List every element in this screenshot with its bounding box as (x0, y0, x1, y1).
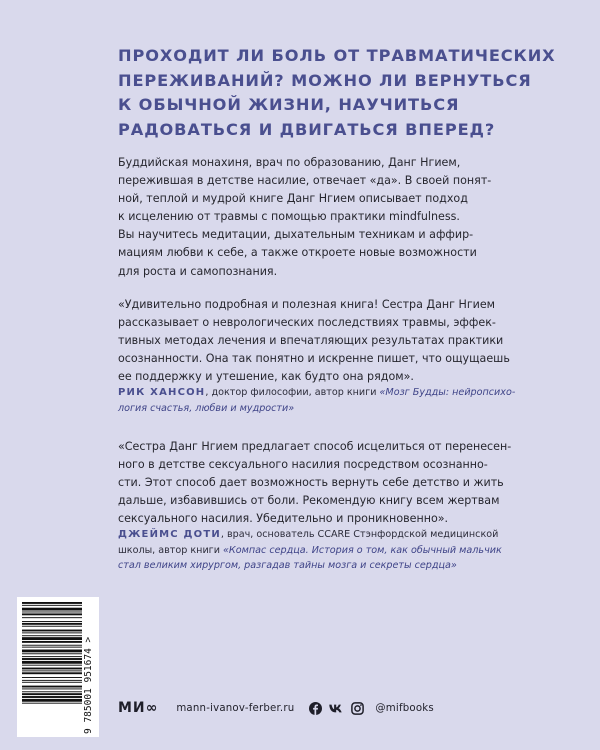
publisher-site-link[interactable]: mann-ivanov-ferber.ru (176, 702, 295, 714)
description-line: для роста и самопознания. (118, 264, 278, 278)
barcode-bar (22, 650, 82, 653)
heading-line: РАДОВАТЬСЯ И ДВИГАТЬСЯ ВПЕРЕД? (118, 119, 496, 139)
quote-line: сти. Этот способ дает возможность вернуть себе детство и жить (118, 476, 504, 490)
barcode-bar (22, 621, 82, 622)
quote-line: ного в детстве сексуального насилия посредством осознанно- (118, 458, 488, 472)
heading-line: ПЕРЕЖИВАНИЙ? МОЖНО ЛИ ВЕРНУТЬСЯ (118, 70, 532, 90)
quote-line: тивных методах лечения и впечатляющих результатах практики (118, 334, 504, 348)
barcode-bar (22, 668, 82, 670)
description-line: мациям любви к себе, а также откроете новые возможности (118, 246, 477, 260)
facebook-icon[interactable] (308, 701, 322, 715)
review-quote-hanson (118, 296, 578, 386)
barcode-bar (22, 613, 82, 615)
barcode-bar (22, 682, 82, 683)
quote-line: рассказывает о неврологических последствиях травмы, эффек- (118, 316, 496, 330)
review-attribution-hanson (118, 385, 578, 416)
barcode-bar (22, 688, 82, 689)
book-title: логия счастья, любви и мудрости» (118, 402, 295, 414)
barcode-bar (22, 653, 82, 654)
attribution-line (118, 385, 578, 401)
description (118, 154, 578, 281)
barcode-graphic (18, 598, 98, 736)
barcode-bar (22, 612, 82, 613)
barcode-bar (22, 672, 82, 674)
heading-question (118, 44, 558, 142)
barcode-bar (22, 635, 82, 636)
barcode-bar (22, 645, 82, 646)
publisher-logo: МИ∞ (118, 700, 159, 716)
barcode-bar (22, 630, 82, 632)
instagram-icon[interactable] (350, 701, 364, 715)
quote-line: дальше, избавившись от боли. Рекомендую книгу всем жертвам (118, 494, 500, 508)
quote-line: сексуального насилия. Убедительно и проникновенно». (118, 512, 449, 526)
description-line: Буддийская монахиня, врач по образованию, Данг Нгием, (118, 156, 461, 169)
quote-line: «Сестра Данг Нгием предлагает способ исцелиться от перенесен- (118, 440, 512, 453)
barcode-bar (22, 647, 82, 648)
book-title: «Компас сердца. История о том, как обычный мальчик (223, 544, 502, 556)
barcode-bar (22, 623, 82, 625)
description-line: пережившая в детстве насилие, отвечает «да». В своей понят- (118, 174, 492, 188)
vk-icon[interactable] (329, 701, 343, 715)
social-handle[interactable]: @mifbooks (375, 702, 434, 714)
heading-line: К ОБЫЧНОЙ ЖИЗНИ, НАУЧИТЬСЯ (118, 95, 460, 114)
review-author: ДЖЕЙМС ДОТИ (118, 529, 221, 540)
heading-line: ПРОХОДИТ ЛИ БОЛЬ ОТ ТРАВМАТИЧЕСКИХ (118, 46, 556, 65)
barcode-bar (22, 686, 82, 688)
barcode-bar (22, 661, 82, 664)
quote-line: осознанности. Она так понятно и искренне пишет, что ощущаешь (118, 352, 510, 366)
description-line: Вы научитесь медитации, дыхательным техникам и аффир- (118, 228, 474, 242)
author-credit: , врач, основатель CCARE Стэнфордской медицинской (220, 529, 499, 540)
barcode-bar (22, 632, 82, 633)
publisher-footer (118, 698, 434, 718)
barcode-bar (22, 693, 82, 695)
quote-line: ее поддержку и утешение, как будто она рядом». (118, 370, 414, 384)
barcode-bar (22, 641, 82, 643)
review-quote-doty (118, 438, 578, 528)
barcode-bar (22, 699, 82, 702)
barcode-bar (22, 608, 82, 611)
barcode-bar (22, 696, 82, 698)
book-title: «Мозг Будды: нейропсихо- (379, 387, 516, 398)
barcode-bar (22, 703, 82, 704)
barcode-bar (22, 626, 82, 627)
barcode-bar (22, 637, 82, 640)
description-line: к исцелению от травмы с помощью практики mindfulness. (118, 210, 460, 224)
description-line: ной, теплой и мудрой книге Данг Нгием описывает подход (118, 192, 468, 206)
review-attribution-doty (118, 527, 578, 574)
review-author: РИК ХАНСОН (118, 387, 206, 398)
barcode-bar (22, 602, 82, 604)
isbn-barcode (17, 597, 99, 737)
barcode-bar (22, 605, 82, 606)
attribution-line (118, 543, 578, 559)
isbn-digits: 9 785001 951674 > (83, 636, 94, 734)
barcode-bar (22, 677, 82, 678)
barcode-bar (22, 658, 82, 660)
author-credit: , доктор философии, автор книги (205, 387, 380, 398)
barcode-bars (22, 602, 82, 704)
attribution-line (118, 527, 578, 543)
barcode-bar (22, 670, 82, 671)
barcode-bar (22, 691, 82, 692)
barcode-bar (22, 680, 82, 681)
book-title: стал великим хирургом, разгадав тайны мозга и секреты сердца» (118, 560, 457, 571)
barcode-bar (22, 665, 82, 666)
barcode-bar (22, 656, 82, 657)
quote-line: «Удивительно подробная и полезная книга! Сестра Данг Нгием (118, 298, 496, 311)
barcode-bar (22, 617, 82, 618)
author-credit: школы, автор книги (118, 544, 224, 556)
